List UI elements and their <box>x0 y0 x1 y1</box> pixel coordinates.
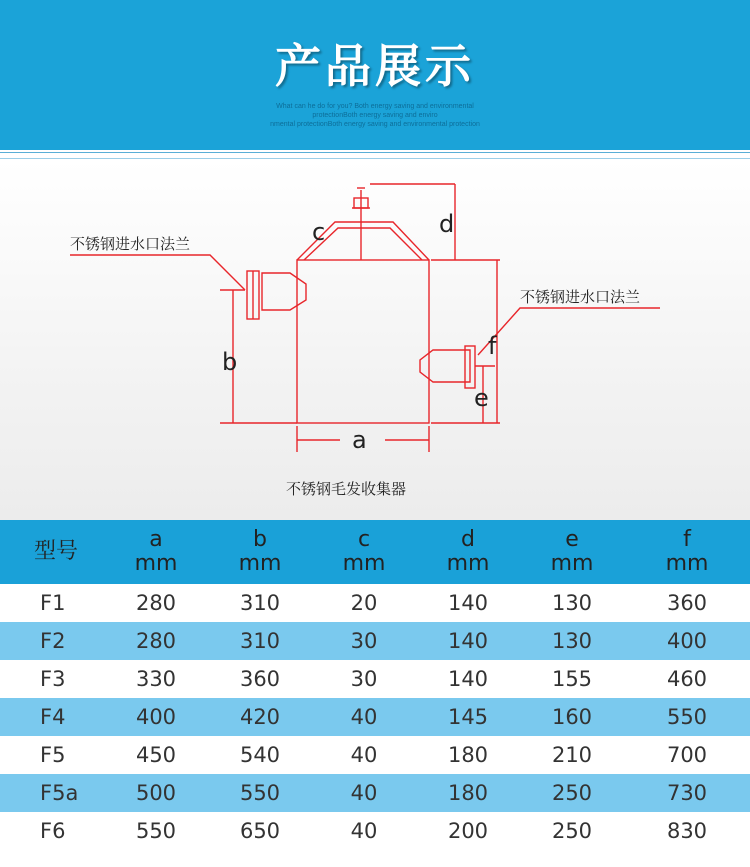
cell-b: 310 <box>239 591 281 615</box>
cell-e: 160 <box>551 705 593 729</box>
header-subtitle-line: protectionBoth energy saving and enviro <box>312 112 438 119</box>
cell-f: 550 <box>666 705 708 729</box>
right-label-leader <box>478 308 660 355</box>
header-f: f mm <box>665 527 709 576</box>
cell-a: 330 <box>135 667 177 691</box>
cell-a: 450 <box>135 743 177 767</box>
cell-b: 310 <box>239 629 281 653</box>
dim-label-a: a <box>352 426 367 454</box>
cell-e: 155 <box>551 667 593 691</box>
header-subtitle-line: What can he do for you? Both energy saving and environmental <box>276 103 474 110</box>
page-title: 产品展示 <box>275 39 475 93</box>
cell-model: F1 <box>40 591 66 615</box>
cell-c: 30 <box>350 629 378 653</box>
left-inlet-pipe <box>262 273 306 310</box>
table-row <box>0 736 750 774</box>
diagram-caption: 不锈钢毛发收集器 <box>286 480 407 498</box>
cell-e: 210 <box>551 743 593 767</box>
table-row <box>0 584 750 622</box>
dim-label-e: e <box>474 384 489 412</box>
cell-model: F5 <box>40 743 66 767</box>
hair-collector-diagram <box>0 160 750 520</box>
collector-body <box>297 260 429 423</box>
cell-model: F4 <box>40 705 66 729</box>
table-row <box>0 698 750 736</box>
cell-f: 730 <box>666 781 708 805</box>
cell-f: 700 <box>666 743 708 767</box>
header-subtitle-line: nmental protectionBoth energy saving and environmental protection <box>270 121 480 128</box>
table-row <box>0 622 750 660</box>
cell-c: 30 <box>350 667 378 691</box>
cell-a: 550 <box>135 819 177 843</box>
cell-e: 250 <box>551 781 593 805</box>
cell-d: 145 <box>447 705 489 729</box>
header-model: 型号 <box>34 539 79 564</box>
cell-a: 280 <box>135 591 177 615</box>
cell-e: 130 <box>551 629 593 653</box>
cell-model: F3 <box>40 667 66 691</box>
cell-f: 400 <box>666 629 708 653</box>
cell-c: 40 <box>350 705 378 729</box>
dim-label-b: b <box>222 348 238 376</box>
cell-c: 40 <box>350 819 378 843</box>
table-row <box>0 774 750 812</box>
cell-model: F6 <box>40 819 66 843</box>
cell-c: 40 <box>350 743 378 767</box>
header-d: d mm <box>446 527 490 576</box>
cell-model: F2 <box>40 629 66 653</box>
left-label-leader <box>70 255 245 290</box>
cell-a: 280 <box>135 629 177 653</box>
cell-d: 140 <box>447 629 489 653</box>
cell-d: 140 <box>447 667 489 691</box>
dim-label-f: f <box>488 332 497 360</box>
dim-label-d: d <box>439 210 455 238</box>
header-c: c mm <box>342 527 386 576</box>
table-row <box>0 812 750 850</box>
cell-model: F5a <box>40 781 79 805</box>
table-header-row <box>0 520 750 584</box>
header-e: e mm <box>550 527 594 576</box>
divider <box>0 152 750 153</box>
header-a: a mm <box>134 527 178 576</box>
spec-table <box>0 520 750 850</box>
cell-d: 140 <box>447 591 489 615</box>
cell-d: 180 <box>447 781 489 805</box>
cell-f: 360 <box>666 591 708 615</box>
cell-a: 400 <box>135 705 177 729</box>
header-banner <box>0 0 750 150</box>
cell-b: 420 <box>239 705 281 729</box>
cell-d: 180 <box>447 743 489 767</box>
cell-b: 540 <box>239 743 281 767</box>
spec-table-wrapper <box>0 520 750 850</box>
cell-b: 550 <box>239 781 281 805</box>
right-outlet-pipe <box>420 350 470 382</box>
cell-f: 830 <box>666 819 708 843</box>
left-flange-label: 不锈钢进水口法兰 <box>70 235 191 253</box>
cell-e: 250 <box>551 819 593 843</box>
cell-d: 200 <box>447 819 489 843</box>
dim-label-c: c <box>312 218 326 246</box>
divider <box>0 158 750 159</box>
cell-e: 130 <box>551 591 593 615</box>
cell-a: 500 <box>135 781 177 805</box>
header-b: b mm <box>238 527 282 576</box>
cell-b: 360 <box>239 667 281 691</box>
cell-f: 460 <box>666 667 708 691</box>
cell-c: 20 <box>350 591 378 615</box>
right-flange-label: 不锈钢进水口法兰 <box>520 288 641 306</box>
table-row <box>0 660 750 698</box>
diagram-lines <box>70 184 660 452</box>
cell-b: 650 <box>239 819 281 843</box>
cell-c: 40 <box>350 781 378 805</box>
